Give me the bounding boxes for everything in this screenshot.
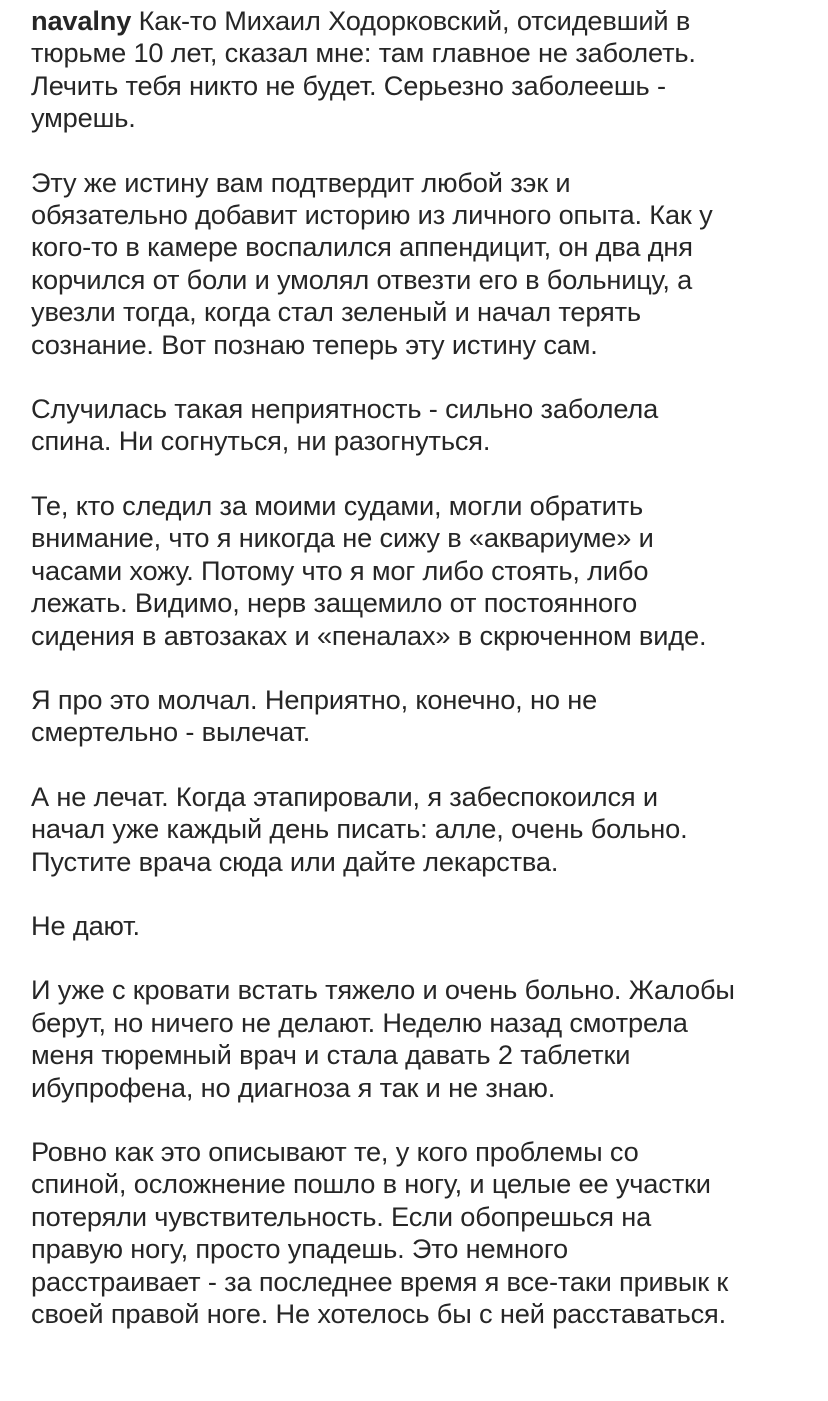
caption-text: Как-то Михаил Ходорковский, отсидевший в тюрьме 10 лет, сказал мне: там главное не заболеть. Лечить тебя никто не будет. Серьезно заболеешь - умрешь. [31, 5, 696, 134]
paragraph-gap [31, 361, 811, 393]
caption-paragraph: И уже с кровати встать тяжело и очень больно. Жалобы берут, но ничего не делают. Неделю назад смотрела меня тюремный врач и стала давать 2 таблетки ибупрофена, но диагноза я так и не знаю. [31, 974, 735, 1103]
caption-paragraph: Я про это молчал. Неприятно, конечно, но не смертельно - вылечат. [31, 683, 598, 748]
caption-paragraph: Не дают. [31, 909, 140, 941]
paragraph-gap [31, 749, 811, 781]
caption-paragraph: Те, кто следил за моими судами, могли обратить внимание, что я никогда не сижу в «аквариуме» и часами хожу. Потому что я мог либо стоять, либо лежать. Видимо, нерв защемило от постоянного сидения в автозаках и «пеналах» в скрюченном виде. [31, 489, 707, 651]
paragraph-gap [31, 458, 811, 490]
username-link[interactable]: navalny [31, 5, 132, 36]
caption-paragraph: Случилась такая неприятность - сильно заболела спина. Ни согнуться, ни разогнуться. [31, 393, 659, 457]
caption-paragraph: А не лечат. Когда этапировали, я забеспокоился и начал уже каждый день писать: алле, очень больно. Пустите врача сюда или дайте лекарства. [31, 780, 688, 877]
post-caption [31, 0, 811, 1330]
paragraph-gap [31, 652, 811, 684]
paragraph-gap [31, 135, 811, 167]
caption-paragraph: Эту же истину вам подтвердит любой зэк и обязательно добавит историю из личного опыта. Как у кого-то в камере воспалился аппендицит, он два дня корчился от боли и умолял отвезти его в больницу, а увезли тогда, когда стал зеленый и начал терять сознание. Вот познаю теперь эту истину сам. [31, 166, 713, 360]
caption-paragraph [31, 5, 811, 135]
paragraph-gap [31, 942, 811, 974]
paragraph-gap [31, 878, 811, 910]
paragraph-gap [31, 1104, 811, 1136]
caption-paragraph: Ровно как это описывают те, у кого проблемы со спиной, осложнение пошло в ногу, и целые ее участки потеряли чувствительность. Если обопрешься на правую ногу, просто упадешь. Это немного расстраивает - за последнее время я все-таки привык к своей правой ноге. Не хотелось бы с ней расставаться. [31, 1135, 729, 1329]
